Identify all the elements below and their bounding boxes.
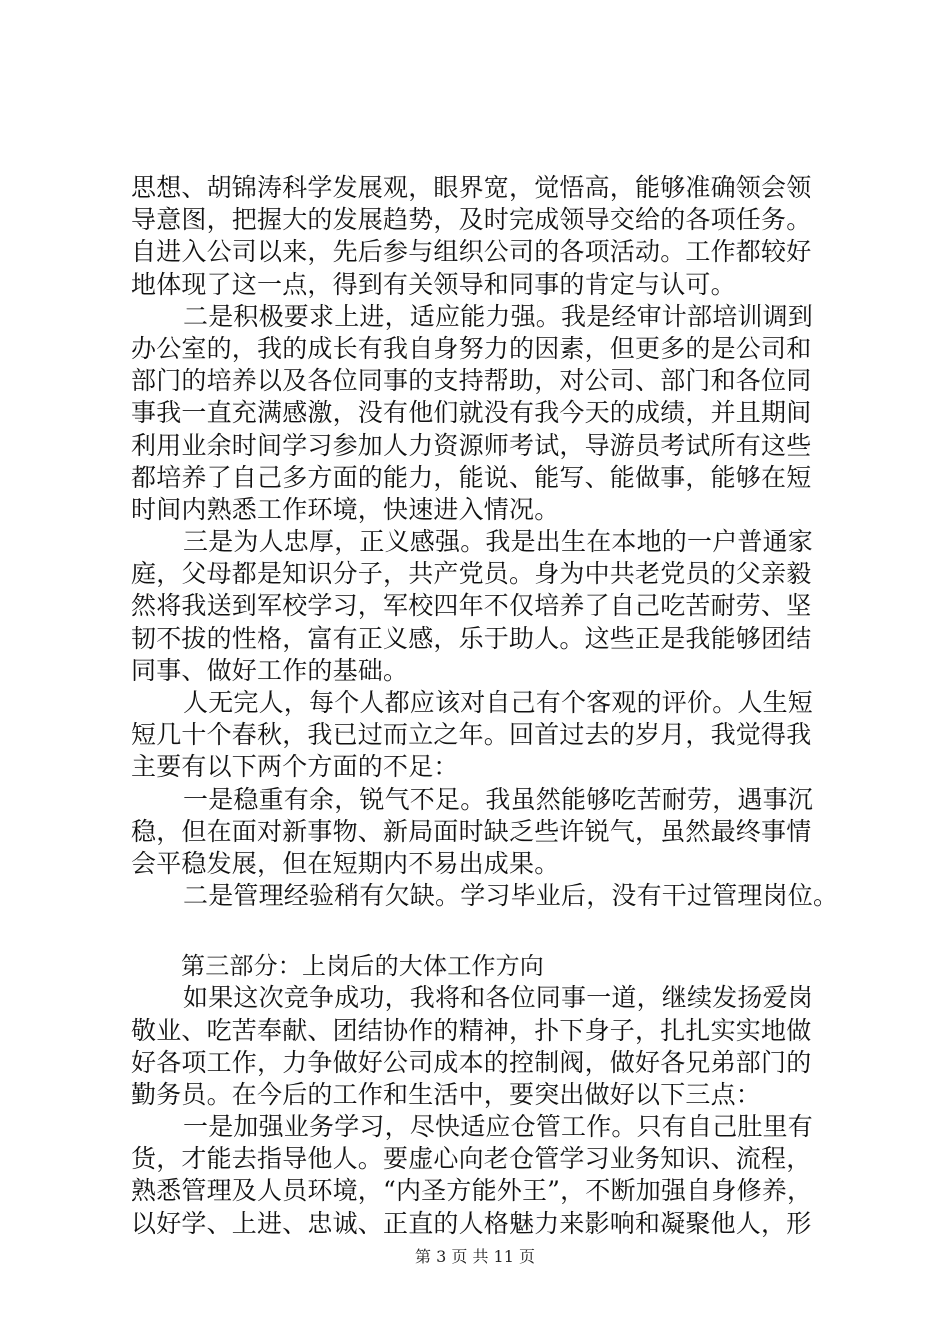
text-line: 敬业、吃苦奉献、团结协作的精神，扑下身子，扎扎实实地做 <box>131 1015 812 1045</box>
text-line: 同事、做好工作的基础。 <box>131 655 409 685</box>
text-line: 稳，但在面对新事物、新局面时缺乏些许锐气，虽然最终事情 <box>131 816 812 846</box>
text-line: 事我一直充满感激，没有他们就没有我今天的成绩，并且期间 <box>131 398 812 428</box>
paragraph-start-line: 人无完人，每个人都应该对自己有个客观的评价。人生短 <box>183 688 814 717</box>
text-line: 时间内熟悉工作环境，快速进入情况。 <box>131 494 560 524</box>
text-line: 以好学、上进、忠诚、正直的人格魅力来影响和凝聚他人，形 <box>131 1208 812 1238</box>
paragraph-start-line: 如果这次竞争成功，我将和各位同事一道，继续发扬爱岗 <box>183 983 814 1013</box>
section-gap <box>131 912 851 950</box>
text-line: 主要有以下两个方面的不足： <box>131 752 459 782</box>
text-line: 货，才能去指导他人。要虚心向老仓管学习业务知识、流程， <box>131 1144 812 1174</box>
paragraph-start-line: 一是加强业务学习，尽快适应仓管工作。只有自己肚里有 <box>183 1112 814 1142</box>
text-line: 办公室的，我的成长有我自身努力的因素，但更多的是公司和 <box>131 333 812 363</box>
text-line: 好各项工作，力争做好公司成本的控制阀，做好各兄弟部门的 <box>131 1047 812 1077</box>
text-line: 短几十个春秋，我已过而立之年。回首过去的岁月，我觉得我 <box>131 720 812 750</box>
page-number-footer: 第 3 页 共 11 页 <box>415 1247 535 1266</box>
section-heading: 第三部分：上岗后的大体工作方向 <box>181 952 544 981</box>
text-line: 都培养了自己多方面的能力，能说、能写、能做事，能够在短 <box>131 462 812 492</box>
document-body <box>131 172 851 1240</box>
text-line: 部门的培养以及各位同事的支持帮助，对公司、部门和各位同 <box>131 366 812 396</box>
text-line: 地体现了这一点，得到有关领导和同事的肯定与认可。 <box>131 269 736 299</box>
paragraph-start-line: 二是管理经验稍有欠缺。学习毕业后，没有干过管理岗位。 <box>183 881 839 911</box>
text-line: 韧不拔的性格，富有正义感，乐于助人。这些正是我能够团结 <box>131 623 812 653</box>
text-line: 自进入公司以来，先后参与组织公司的各项活动。工作都较好 <box>131 237 812 267</box>
text-line: 庭，父母都是知识分子，共产党员。身为中共老党员的父亲毅 <box>131 559 812 589</box>
text-line: 导意图，把握大的发展趋势，及时完成领导交给的各项任务。 <box>131 205 812 235</box>
text-line: 勤务员。在今后的工作和生活中，要突出做好以下三点： <box>131 1079 762 1109</box>
paragraph-start-line: 一是稳重有余，锐气不足。我虽然能够吃苦耐劳，遇事沉 <box>183 784 814 814</box>
text-line: 会平稳发展，但在短期内不易出成果。 <box>131 848 560 878</box>
paragraph-start-line: 三是为人忠厚，正义感强。我是出生在本地的一户普通家 <box>183 527 814 557</box>
text-line: 然将我送到军校学习，军校四年不仅培养了自己吃苦耐劳、坚 <box>131 591 812 621</box>
text-line: 利用业余时间学习参加人力资源师考试，导游员考试所有这些 <box>131 430 812 460</box>
paragraph-start-line: 二是积极要求上进，适应能力强。我是经审计部培训调到 <box>183 301 814 331</box>
text-line: 思想、胡锦涛科学发展观，眼界宽，觉悟高，能够准确领会领 <box>131 173 812 202</box>
text-line: 熟悉管理及人员环境，“内圣方能外王”，不断加强自身修养， <box>131 1176 813 1206</box>
